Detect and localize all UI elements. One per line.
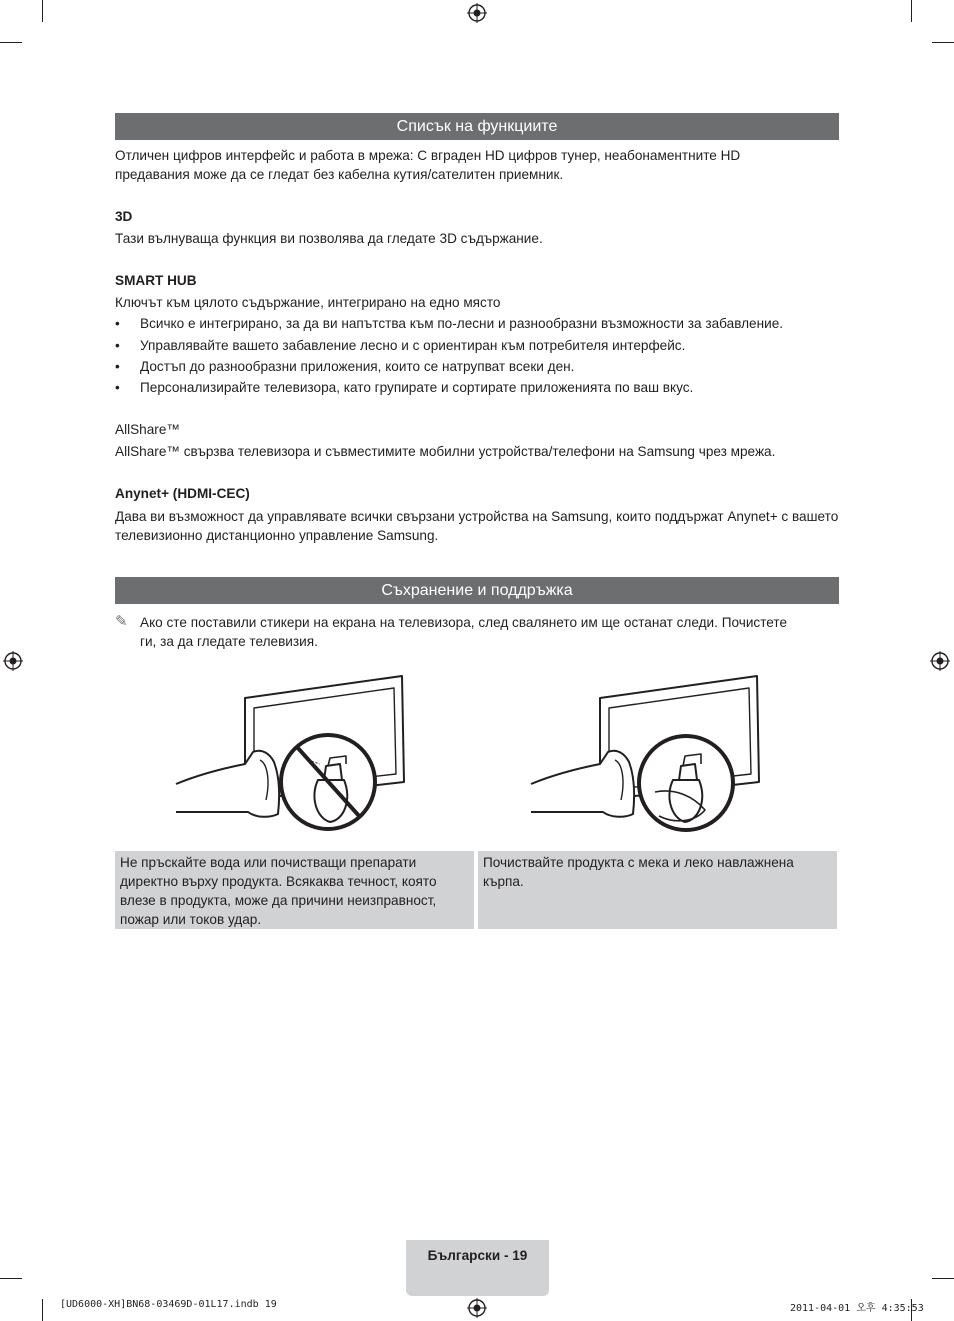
- crop-mark: [0, 42, 22, 43]
- section-title-care: Съхранение и поддръжка: [115, 577, 839, 604]
- note-text: Ако сте поставили стикери на екрана на телевизора, след свалянето им ще останат следи. Почистете ги, за да гледате телевизия.: [140, 615, 788, 649]
- list-item-text: Всичко е интегрирано, за да ви напътства към по-лесни и разнообразни възможности за забавление.: [140, 316, 784, 331]
- bullet: •: [115, 316, 120, 331]
- wipe-cloth-illustration: [525, 672, 765, 840]
- note-icon: ✎: [115, 612, 128, 630]
- page-number: Български - 19: [427, 1248, 528, 1263]
- registration-mark-icon: [930, 651, 950, 671]
- crop-mark: [911, 0, 912, 22]
- slug-timestamp: 2011-04-01 오후 4:35:53: [790, 1303, 924, 1314]
- list-item-text: Достъп до разнообразни приложения, които се натрупват всеки ден.: [140, 359, 575, 374]
- feature-desc-smart-hub: Ключът към цялото съдържание, интегрирано на едно място: [115, 295, 501, 310]
- registration-mark-icon: [3, 651, 23, 671]
- no-spray-illustration: [170, 672, 410, 840]
- crop-mark: [42, 0, 43, 22]
- feature-desc-3d: Тази вълнуваща функция ви позволява да гледате 3D съдържание.: [115, 231, 543, 246]
- feature-heading-allshare: AllShare™: [115, 422, 180, 437]
- registration-mark-icon: [467, 1298, 487, 1318]
- registration-mark-icon: [467, 3, 487, 23]
- bullet: •: [115, 359, 120, 374]
- list-item-text: Персонализирайте телевизора, като групирате и сортирате приложенията по ваш вкус.: [140, 380, 694, 395]
- caption-no-spray: Не пръскайте вода или почистващи препарати директно върху продукта. Всякаква течност, която влезе в продукта, може да причини неизправност, пожар или токов удар.: [115, 851, 474, 929]
- feature-heading-3d: 3D: [115, 209, 133, 224]
- feature-desc-anynet: Дава ви възможност да управлявате всички свързани устройства на Samsung, които поддържат Anynet+ с вашето телевизионно дистанционно управление Samsung.: [115, 509, 839, 543]
- list-item-text: Управлявайте вашето забавление лесно и с ориентиран към потребителя интерфейс.: [140, 338, 686, 353]
- bullet: •: [115, 338, 120, 353]
- feature-heading-smart-hub: SMART HUB: [115, 273, 197, 288]
- features-intro: Отличен цифров интерфейс и работа в мрежа: С вграден HD цифров тунер, неабонаментните HD предавания може да се гледат без кабелна кутия/сателитен приемник.: [115, 148, 741, 182]
- crop-mark: [0, 1278, 22, 1279]
- crop-mark: [932, 42, 954, 43]
- slug-file-info: [UD6000-XH]BN68-03469D-01L17.indb 19: [60, 1299, 277, 1310]
- section-title-features: Списък на функциите: [115, 113, 839, 140]
- crop-mark: [932, 1278, 954, 1279]
- bullet: •: [115, 380, 120, 395]
- caption-wipe-cloth: Почиствайте продукта с мека и леко навлажнена кърпа.: [478, 851, 837, 929]
- feature-heading-anynet: Anynet+ (HDMI-CEC): [115, 486, 250, 501]
- crop-mark: [42, 1299, 43, 1321]
- feature-desc-allshare: AllShare™ свързва телевизора и съвместимите мобилни устройства/телефони на Samsung чрез мрежа.: [115, 444, 776, 459]
